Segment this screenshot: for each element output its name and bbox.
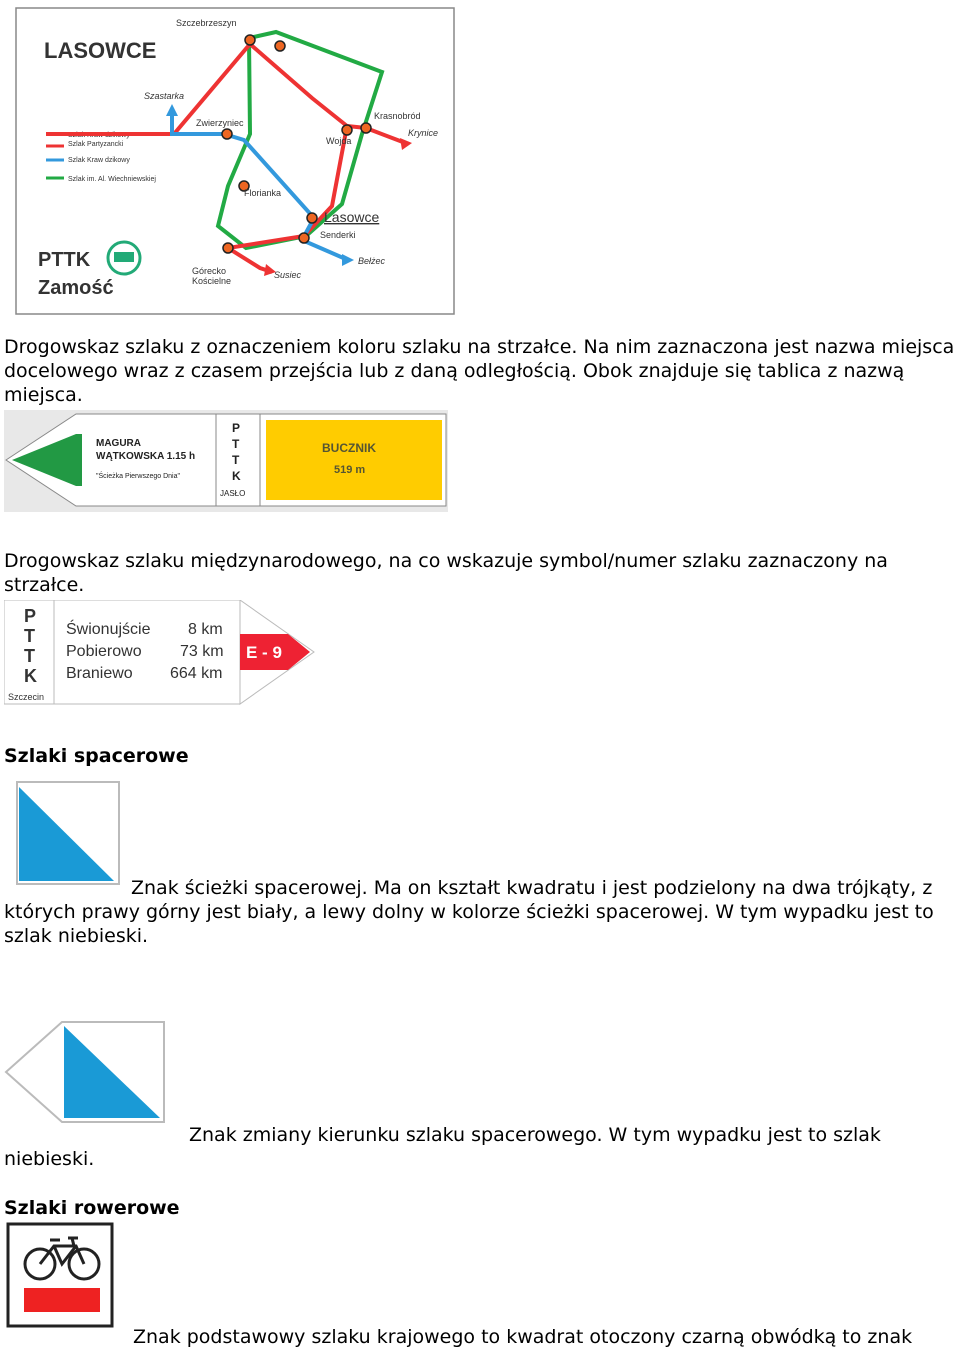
sign1-pttk-letter: P [232,421,241,435]
place-label: Senderki [320,230,356,240]
legend-item: Szlak Kraw dzikowy [68,132,130,139]
place-label: Kościelne [192,276,232,286]
bike-sign-description: Znak podstawowy szlaku krajowego to kwadrat otoczony czarną obwódką to znak [133,1326,913,1348]
place-label: Zwierzyniec [196,118,244,128]
bike-trail-sign-icon [6,1222,114,1328]
map-org-line2: Zamość [38,277,114,299]
map-org-line1: PTTK [38,249,91,271]
place-label: Szastarka [144,91,185,101]
sign2-pttk-letter: T [24,626,35,646]
sign2-pttk-letter: K [24,666,37,686]
legend-item: Szlak im. Al. Wiechniewskiej [68,176,156,183]
place-label: Susiec [274,270,302,280]
sign2-place: Pobierowo [66,643,142,660]
sign1-pttk-letter: T [232,437,240,451]
sign1-height: 519 m [334,464,366,476]
direction-sign-description-cont: niebieski. [4,1148,95,1170]
sign2-dist: 8 km [188,621,223,638]
sign2-place: Braniewo [66,665,133,682]
sign2-place: Świonujście [66,621,151,638]
sign1-dest1: MAGURA [96,438,141,449]
place-label: Bełżec [358,256,386,266]
place-label: Górecko [192,266,227,276]
sign2-pttk-letter: T [24,646,35,666]
sign1-sub: "Ścieżka Pierwszego Dnia" [96,473,180,480]
place-label: Krynice [408,128,439,138]
paragraph-signpost: Drogowskaz szlaku z oznaczeniem koloru szlaku na strzałce. Na nim zaznaczona jest nazwa miejsca docelowego wraz z czasem przejścia lub z daną odległością. Obok znajduje się tablica z nazwą miejsca. [4,336,955,406]
sign1-dest2: WĄTKOWSKA 1.15 h [96,451,196,462]
sign2-town: Szczecin [8,692,45,702]
walking-trail-sign-icon [16,781,120,885]
place-label: Florianka [244,188,282,198]
walking-sign-description: Znak ścieżki spacerowej. Ma on kształt kwadratu i jest podzielony na dwa trójkąty, z [131,877,933,899]
sign2-dist: 664 km [170,665,223,682]
bike-sign-bar [24,1288,100,1312]
international-sign-image [4,600,316,706]
sign2-pttk-letter: P [24,606,37,626]
place-label: Krasnobród [374,111,421,121]
signpost-image [4,410,448,512]
walking-sign-description-cont: których prawy górny jest biały, a lewy dolny w kolorze ścieżki spacerowej. W tym wypadku jest to szlak niebieski. [4,901,934,947]
direction-sign-description: Znak zmiany kierunku szlaku spacerowego. W tym wypadku jest to szlak [189,1124,881,1146]
sign2-code: E - 9 [246,643,282,662]
place-label: Lasowce [324,209,380,225]
heading-walking-trails: Szlaki spacerowe [4,745,189,767]
sign1-town: JASŁO [220,489,246,498]
legend-item: Szlak Kraw dzikowy [68,157,130,164]
heading-bike-trails: Szlaki rowerowe [4,1197,180,1219]
direction-change-sign-icon [4,1020,168,1126]
paragraph-international: Drogowskaz szlaku międzynarodowego, na co wskazuje symbol/numer szlaku zaznaczony na strzałce. [4,550,888,596]
trail-map [14,6,458,318]
place-label: Wojda [326,136,352,146]
legend-item: Szlak Partyzancki [68,141,124,148]
sign1-pttk-letter: T [232,453,240,467]
place-plate [266,420,442,500]
sign2-dist: 73 km [180,643,224,660]
sign1-pttk-letter: K [232,469,241,483]
sign1-place: BUCZNIK [322,441,376,455]
map-title: LASOWCE [44,38,157,63]
place-label: Szczebrzeszyn [176,18,237,28]
